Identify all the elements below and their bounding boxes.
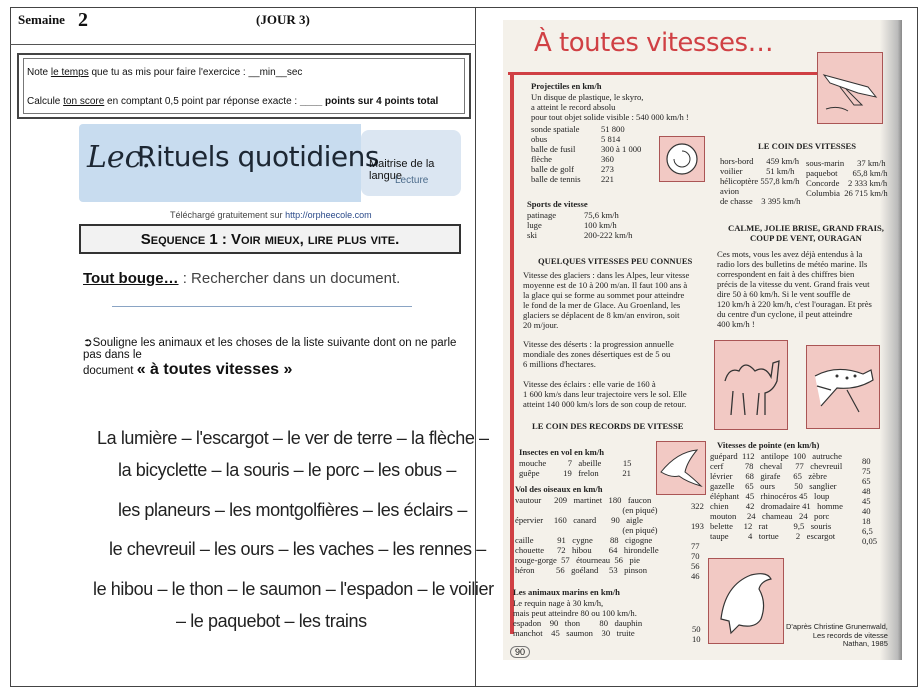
sports-names: patinage luge ski	[527, 210, 557, 240]
bird-illustration	[656, 441, 706, 495]
separator-line	[112, 306, 412, 307]
projectiles-names: sonde spatiale obus balle de fusil flèche balle de golf balle de tennis	[531, 124, 581, 184]
pointe-heading: Vitesses de pointe (en km/h)	[717, 440, 820, 450]
marins-list: Le requin nage à 30 km/h, mais peut atteindre 80 ou 100 km/h. espadon 90 thon 80 dauphin manchot 45 saumon 30 truite	[513, 598, 643, 638]
cheetah-icon	[807, 346, 879, 428]
word-list-line: la bicyclette – la souris – le porc – les obus –	[118, 460, 456, 480]
oiseaux-list: vautour 209 martinet 180 faucon (en piqué) épervier 160 canard 90 aigle (en piqué) caille 91 cygne 88 cigogne chouette 72 hibou 64 hirondelle rouge-gorge 57 étourneau 56 pie héron 56 goéland 53 pinson	[515, 495, 659, 575]
download-link[interactable]: http://orpheecole.com	[285, 210, 372, 220]
sequence-box	[79, 224, 461, 254]
deserts-text: Vitesse des déserts : la progression annuelle mondiale des zones désertiques est de 5 ou 6 millions d'hectares.	[523, 339, 674, 369]
camel-illustration	[714, 340, 788, 430]
lightning-illustration	[659, 136, 705, 182]
insectes-list: mouche 7 abeille 15 guêpe 19 frelon 21	[519, 458, 632, 478]
dolphin-illustration	[708, 558, 784, 644]
source-credit: D'après Christine Grunenwald, Les records de vitesse Nathan, 1985	[786, 622, 888, 648]
word-list-line: le hibou – le thon – le saumon – l'espadon – le voilier	[93, 579, 494, 599]
pointe-values: 80 75 65 48 45 40 18 6,5 0,05	[862, 456, 878, 546]
banner-sub: Lecture	[395, 175, 429, 186]
insectes-heading: Insectes en vol en km/h	[519, 447, 604, 457]
coin-vitesses-right: sous-marin 37 km/h paquebot 65,8 km/h Concorde 2 333 km/h Columbia 26 715 km/h	[806, 158, 888, 198]
jour-label: (JOUR 3)	[256, 12, 310, 27]
dolphin-icon	[709, 559, 783, 643]
peu-connues-heading: QUELQUES VITESSES PEU CONNUES	[538, 256, 693, 266]
word-list-line: le chevreuil – les ours – les vaches – les rennes –	[109, 539, 486, 559]
sequence-label: Sequence 1	[140, 231, 218, 248]
time-underlined: le temps	[50, 67, 89, 78]
calme-heading: CALME, JOLIE BRISE, GRAND FRAIS, COUP DE VENT, OURAGAN	[728, 223, 884, 243]
oiseaux-heading: Vol des oiseaux en km/h	[515, 484, 603, 494]
spiral-icon	[660, 137, 704, 181]
score-rest: en comptant 0,5 point par réponse exacte :	[104, 96, 300, 107]
activity-title	[83, 270, 400, 287]
download-text: Téléchargé gratuitement sur	[170, 210, 286, 220]
cheetah-illustration	[806, 345, 880, 429]
activity-name: Tout bouge…	[83, 270, 179, 287]
page-curl-shadow	[880, 20, 902, 660]
sports-values: 75,6 km/h 100 km/h 200-222 km/h	[584, 210, 633, 240]
instruction-line-1: ➲Souligne les animaux et les choses de la liste suivante dont on ne parle pas dans le	[83, 337, 457, 361]
time-prefix: Note	[27, 67, 51, 78]
projectiles-intro: Un disque de plastique, le skyro, a atteint le record absolu pour tout objet solide visible : 540 000 km/h !	[531, 92, 689, 122]
page-number: 90	[510, 646, 530, 658]
eclairs-text: Vitesse des éclairs : elle varie de 160 à 1 600 km/s dans leur trajectoire vers le sol. Elle atteint 140 000 km/s lors de son coup de retour.	[523, 379, 687, 409]
pointe-list: guépard 112 antilope 100 autruche cerf 78 cheval 77 chevreuil lévrier 68 girafe 65 zèbre gazelle 65 ours 50 sanglier éléphant 45 rhinocéros 45 loup chien 42 dromadaire 41 homme mouton 24 chameau 24 porc belette 12 rat 9,5 souris taupe 4 tortue 2 escargot	[710, 451, 843, 541]
word-list-line: – le paquebot – les trains	[176, 611, 367, 631]
time-instruction	[27, 67, 302, 78]
marins-values: 50 10	[692, 624, 701, 644]
camel-icon	[715, 341, 787, 429]
records-heading: LE COIN DES RECORDS DE VITESSE	[532, 421, 684, 431]
week-number: 2	[78, 9, 88, 31]
document-title-ref: « à toutes vitesses »	[136, 361, 293, 378]
projectiles-heading: Projectiles en km/h	[531, 81, 602, 91]
sequence-title: : Voir mieux, lire plus vite.	[217, 231, 400, 248]
sports-heading: Sports de vitesse	[527, 199, 588, 209]
margin-bar	[510, 74, 514, 634]
banner-subject: Maitrise de la langue	[369, 158, 435, 182]
lec-logo: Lec.	[87, 140, 152, 175]
header-rule	[10, 44, 476, 45]
score-prefix: Calcule	[27, 96, 64, 107]
coin-vitesses-heading: LE COIN DES VITESSES	[758, 141, 856, 151]
word-list-line: les planeurs – les montgolfières – les éclairs –	[118, 500, 467, 520]
oiseaux-values: 322 193 77 70 56 46	[691, 501, 704, 581]
word-list-line: La lumière – l'escargot – le ver de terre – la flèche –	[97, 428, 489, 448]
calme-text: Ces mots, vous les avez déjà entendus à la radio lors des bulletins de météo marine. Ils correspondent en fait à des chiffres bien précis de la vitesse du vent. Grand frais veut dire 50 à 60 km/h. Si le vent souffle de 120 km/h à 220 km/h, c'est l'ouragan. Et près du centre d'un cyclone, il peut atteindre 400 km/h !	[717, 249, 872, 329]
eagle-icon	[657, 442, 705, 494]
coin-vitesses-left: hors-bord 459 km/h voilier 51 km/h hélicoptère 557,8 km/h avion de chasse 3 395 km/h	[720, 156, 801, 206]
score-underlined: ton score	[63, 96, 105, 107]
marins-heading: Les animaux marins en km/h	[513, 587, 620, 597]
score-total: ____ points sur 4 points total	[299, 96, 439, 107]
plane-icon	[818, 53, 882, 123]
download-note	[170, 210, 372, 220]
time-rest: que tu as mis pour faire l'exercice : __min__sec	[88, 67, 303, 78]
score-instruction	[27, 96, 438, 107]
glaciers-text: Vitesse des glaciers : dans les Alpes, leur vitesse moyenne est de 10 à 200 m/an. Il faut 100 ans à la glace qui se forme au sommet pour atteindre le fond de la mer de Glace. Au Groenland, les glaciers se déplacent de 8 km/an environ, soit 20 m/jour.	[523, 270, 690, 330]
instruction-line-2	[83, 361, 292, 379]
instruction-prefix: document	[83, 365, 137, 377]
score-box	[17, 53, 471, 119]
document-title: À toutes vitesses…	[534, 28, 774, 58]
semaine-label: Semaine	[18, 12, 65, 27]
banner-title: Rituels quotidiens	[137, 140, 379, 173]
concorde-illustration	[817, 52, 883, 124]
projectiles-values: 51 800 5 814 300 à 1 000 360 273 221	[601, 124, 642, 184]
rituels-banner	[79, 124, 461, 202]
activity-desc: : Rechercher dans un document.	[178, 270, 401, 287]
